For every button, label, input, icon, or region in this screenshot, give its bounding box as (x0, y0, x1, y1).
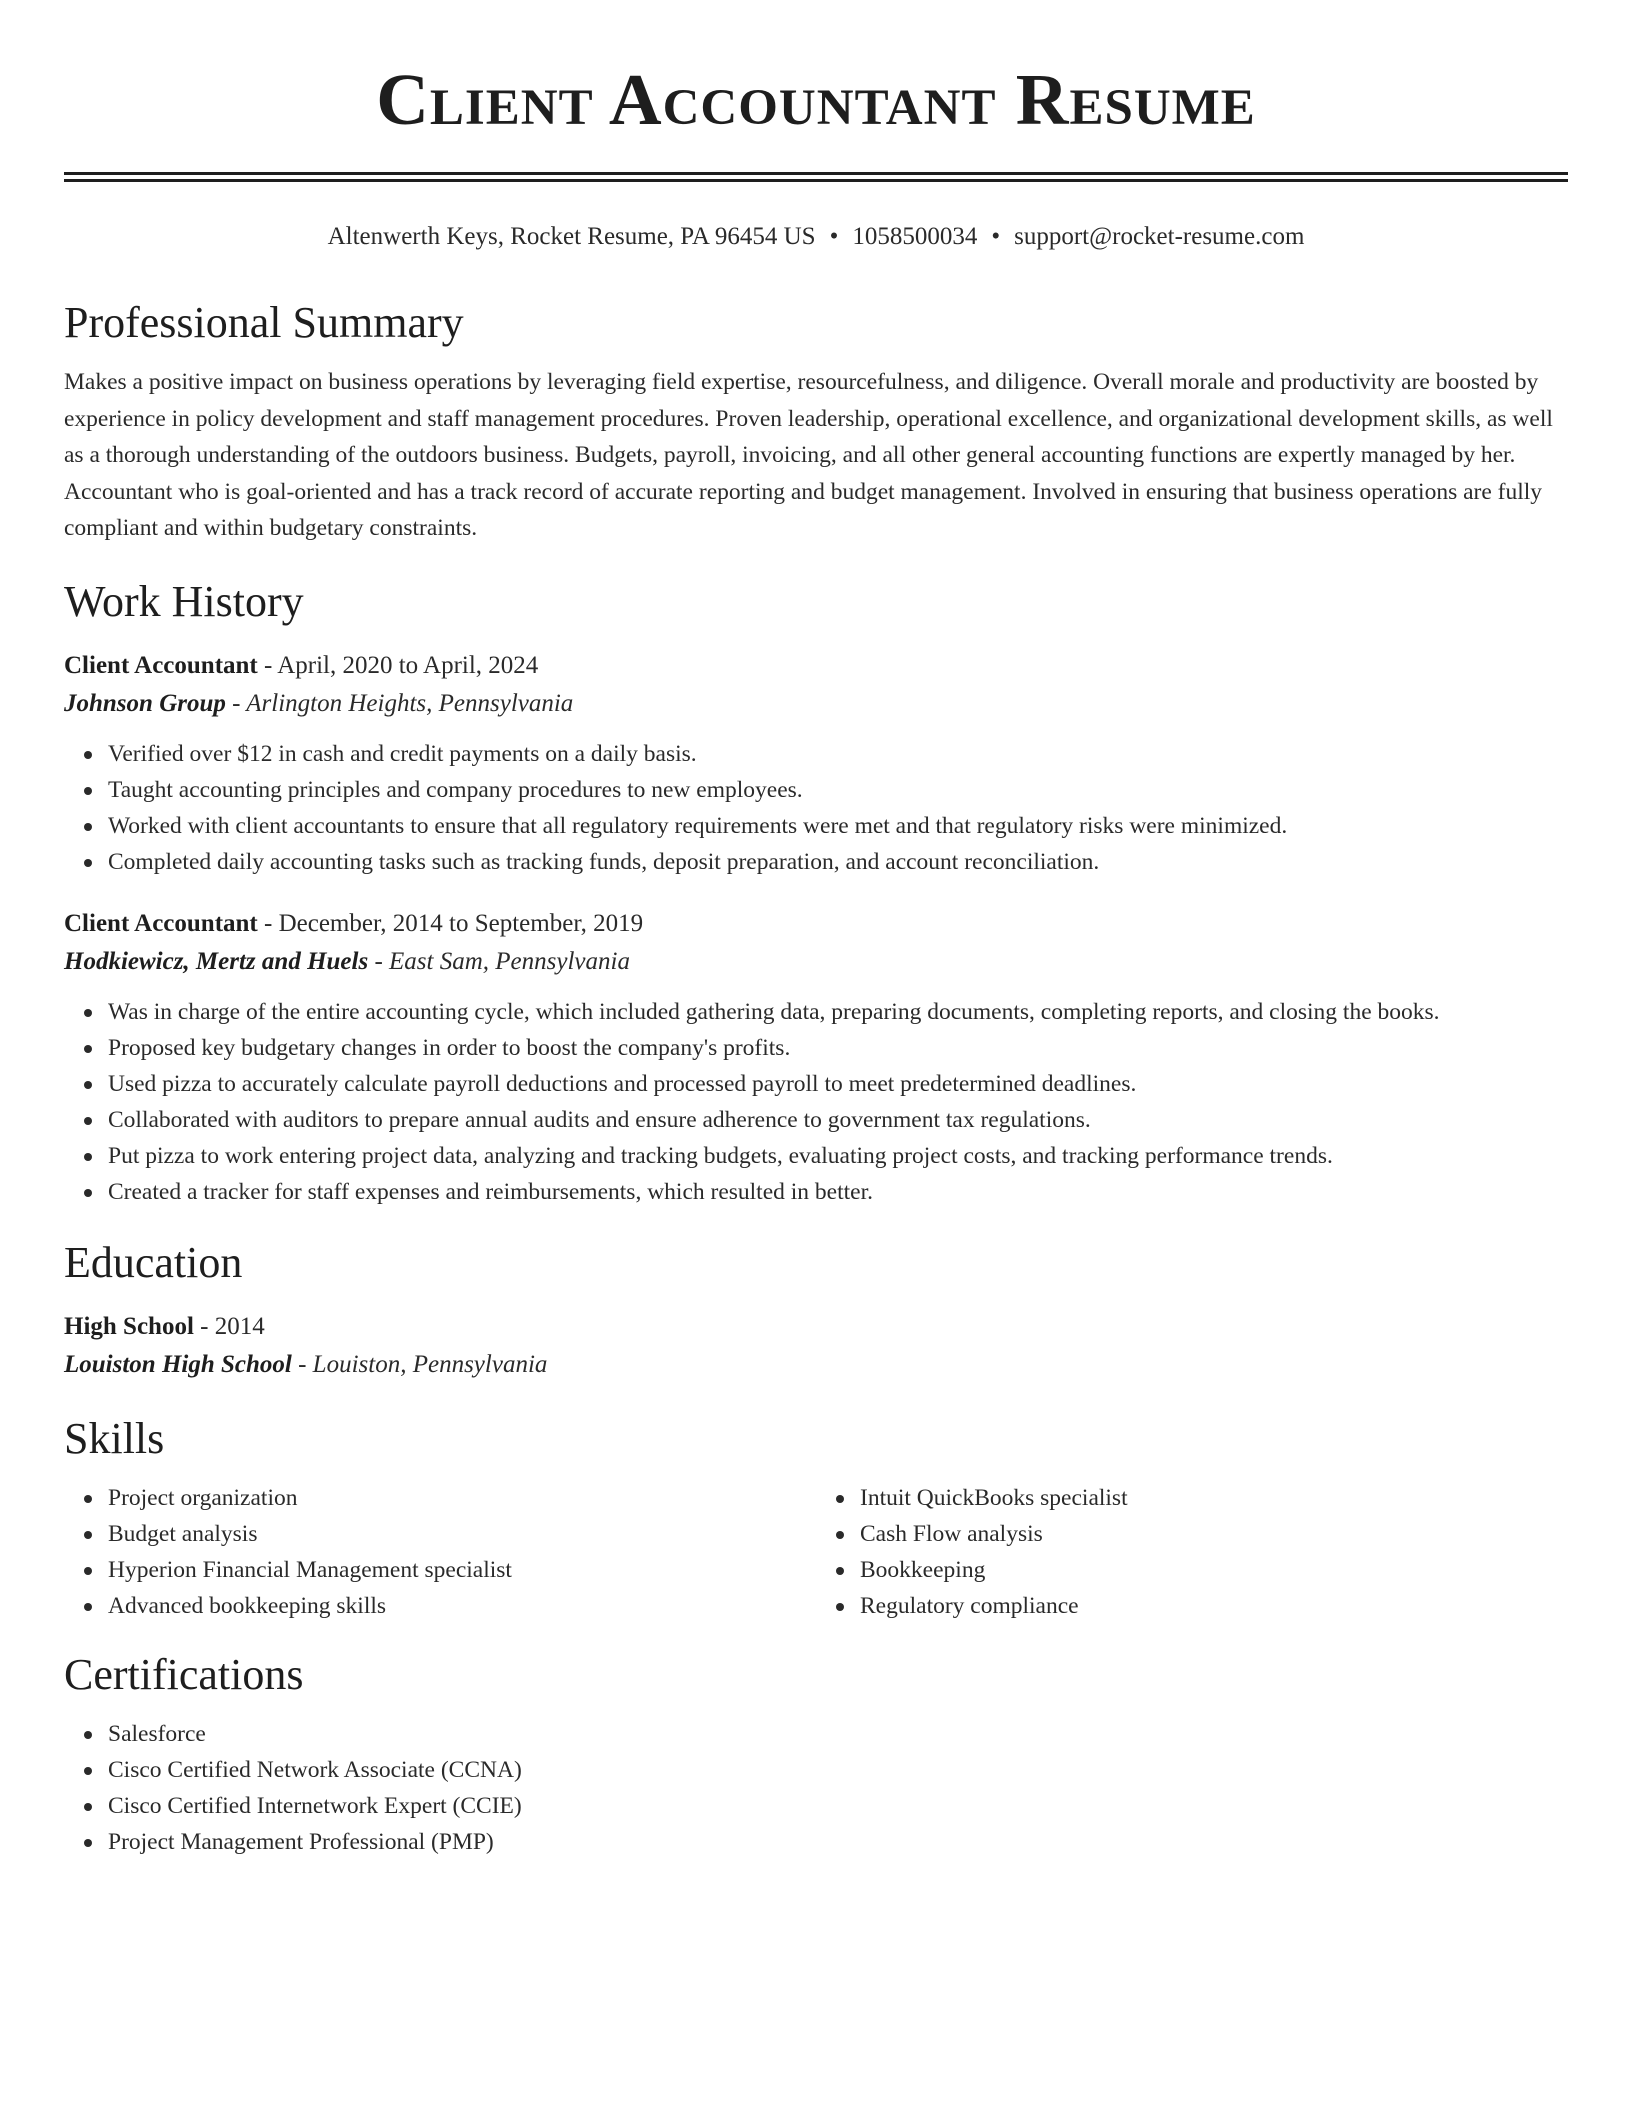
job-title: Client Accountant (64, 651, 258, 679)
company-name: Johnson Group (64, 689, 226, 717)
degree: High School (64, 1312, 194, 1340)
list-item: Proposed key budgetary changes in order to boost the company's profits. (108, 1030, 1568, 1066)
skills-left-column (64, 1480, 816, 1624)
graduation-year: - 2014 (193, 1312, 265, 1340)
school-name: Louiston High School (64, 1350, 292, 1378)
list-item: Collaborated with auditors to prepare annual audits and ensure adherence to government tax regulations. (108, 1102, 1568, 1138)
certifications-heading: Certifications (64, 1649, 304, 1699)
contact-phone: 1058500034 (852, 223, 978, 250)
skill-item: Cash Flow analysis (860, 1516, 1568, 1552)
contact-separator: • (829, 223, 839, 250)
education-entry (64, 1308, 1568, 1384)
skill-item: Bookkeeping (860, 1552, 1568, 1588)
skill-item: Budget analysis (108, 1516, 816, 1552)
school-location: - Louiston, Pennsylvania (291, 1350, 548, 1378)
work-history-heading: Work History (64, 576, 304, 626)
list-item: Created a tracker for staff expenses and reimbursements, which resulted in better. (108, 1174, 1568, 1210)
job-title: Client Accountant (64, 909, 258, 937)
company-line (64, 943, 1568, 981)
certifications-list (64, 1716, 1568, 1860)
skill-item: Intuit QuickBooks specialist (860, 1480, 1568, 1516)
contact-address: Altenwerth Keys, Rocket Resume, PA 96454 US (327, 223, 816, 250)
list-item: Taught accounting principles and company procedures to new employees. (108, 772, 1568, 808)
summary-text: Makes a positive impact on business operations by leveraging field expertise, resourcefulness, and diligence. Overall morale and productivity are boosted by experience in policy development and staff management procedures. Proven leadership, operational excellence, and organizational development skills, as well as a thorough understanding of the outdoors business. Budgets, payroll, invoicing, and all other general accounting functions are expertly managed by her. Accountant who is goal-oriented and has a track record of accurate reporting and budget management. Involved in ensuring that business operations are fully compliant and within budgetary constraints. (64, 369, 1553, 541)
skill-item: Project organization (108, 1480, 816, 1516)
contact-email: support@rocket-resume.com (1014, 223, 1305, 250)
list-item: Was in charge of the entire accounting cycle, which included gathering data, preparing documents, completing reports, and closing the books. (108, 994, 1568, 1030)
skill-item: Regulatory compliance (860, 1588, 1568, 1624)
education-heading: Education (64, 1237, 243, 1287)
company-location: - East Sam, Pennsylvania (368, 947, 630, 975)
job-title-line (64, 647, 1568, 685)
job-dates: - December, 2014 to September, 2019 (257, 909, 644, 937)
school-line (64, 1346, 1568, 1384)
title-double-rule (64, 172, 1568, 182)
company-name: Hodkiewicz, Mertz and Huels (64, 947, 369, 975)
skills-heading: Skills (64, 1413, 165, 1463)
job-title-line (64, 905, 1568, 943)
list-item: Worked with client accountants to ensure that all regulatory requirements were met and that regulatory risks were minimized. (108, 808, 1568, 844)
certification-item: Cisco Certified Network Associate (CCNA) (108, 1752, 1568, 1788)
certification-item: Salesforce (108, 1716, 1568, 1752)
degree-line (64, 1308, 1568, 1346)
company-line (64, 685, 1568, 723)
list-item: Completed daily accounting tasks such as tracking funds, deposit preparation, and account reconciliation. (108, 844, 1568, 880)
summary-heading: Professional Summary (64, 298, 464, 347)
skill-item: Hyperion Financial Management specialist (108, 1552, 816, 1588)
job-dates: - April, 2020 to April, 2024 (257, 651, 539, 679)
contact-line (64, 220, 1568, 254)
skills-right-column (816, 1480, 1568, 1624)
list-item: Used pizza to accurately calculate payroll deductions and processed payroll to meet predetermined deadlines. (108, 1066, 1568, 1102)
skill-item: Advanced bookkeeping skills (108, 1588, 816, 1624)
company-location: - Arlington Heights, Pennsylvania (225, 689, 574, 717)
job-bullets (64, 994, 1568, 1210)
list-item: Put pizza to work entering project data, analyzing and tracking budgets, evaluating project costs, and tracking performance trends. (108, 1138, 1568, 1174)
certification-item: Project Management Professional (PMP) (108, 1824, 1568, 1860)
certification-item: Cisco Certified Internetwork Expert (CCIE) (108, 1788, 1568, 1824)
resume-title: Client Accountant Resume (376, 59, 1256, 140)
job-entry (64, 647, 1568, 880)
skills-grid (64, 1480, 1568, 1624)
contact-separator: • (991, 223, 1001, 250)
job-bullets (64, 736, 1568, 880)
list-item: Verified over $12 in cash and credit payments on a daily basis. (108, 736, 1568, 772)
job-entry (64, 905, 1568, 1210)
